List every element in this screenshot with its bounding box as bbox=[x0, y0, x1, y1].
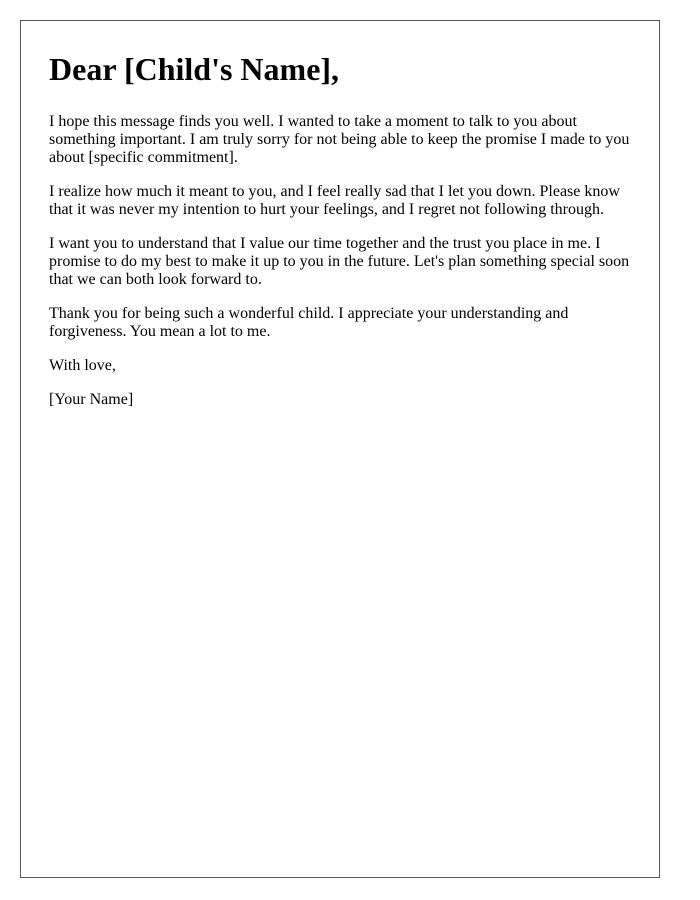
letter-paragraph-1: I hope this message finds you well. I wanted to take a moment to talk to you about something important. I am truly sorry for not being able to keep the promise I made to you about [specific commitment]. bbox=[49, 113, 630, 166]
letter-paragraph-3: I want you to understand that I value our time together and the trust you place in me. I promise to do my best to make it up to you in the future. Let's plan something special soon that we can both look forward to. bbox=[49, 235, 630, 288]
letter-closing: With love, bbox=[49, 357, 116, 374]
letter-body bbox=[49, 49, 639, 409]
letter-signature: [Your Name] bbox=[49, 391, 134, 408]
letter-paragraph-2: I realize how much it meant to you, and I feel really sad that I let you down. Please know that it was never my intention to hurt your feelings, and I regret not following through. bbox=[49, 183, 620, 218]
letter-greeting: Dear [Child's Name], bbox=[49, 51, 340, 87]
letter-paragraph-4: Thank you for being such a wonderful child. I appreciate your understanding and forgiveness. You mean a lot to me. bbox=[49, 305, 569, 340]
letter-page bbox=[20, 20, 660, 878]
